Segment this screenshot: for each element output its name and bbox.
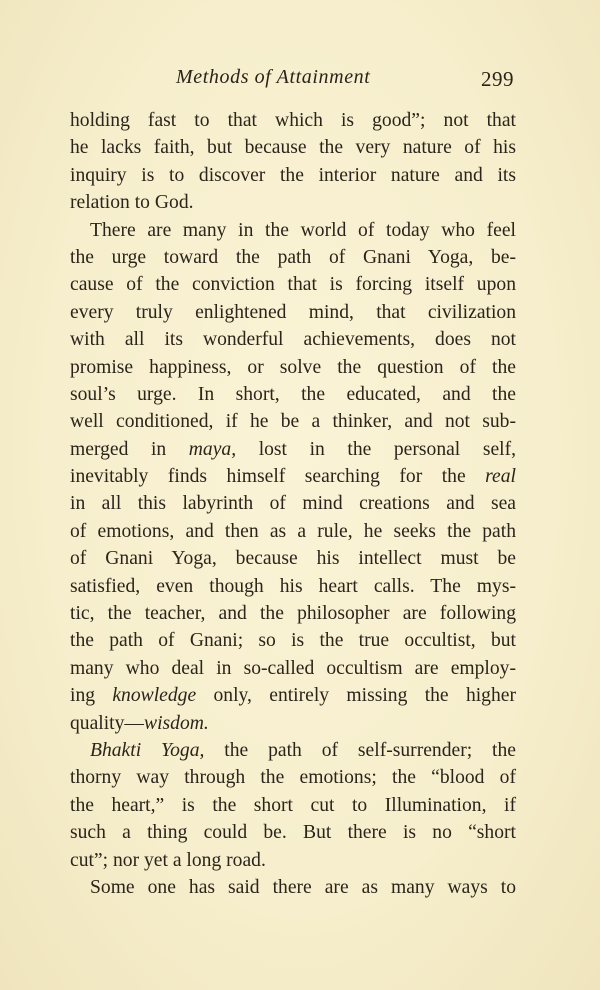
text-line [70, 682, 516, 709]
text-line [70, 408, 516, 435]
text-run: the path of Gnani; so is the true occultist, but [70, 630, 516, 652]
text-run: only, entirely missing the higher [196, 685, 517, 707]
text-run: satisfied, even though his heart calls. The mys- [70, 575, 516, 597]
body-text [70, 107, 516, 901]
text-run: promise happiness, or solve the question of the [70, 356, 516, 378]
text-run: in all this labyrinth of mind creations and sea [70, 493, 516, 515]
page-number: 299 [481, 67, 514, 91]
text-line [70, 271, 516, 298]
running-title: Methods of Attainment [176, 66, 371, 88]
text-line [70, 107, 516, 134]
text-run: well conditioned, if he be a thinker, and not sub- [70, 411, 516, 433]
text-line [70, 819, 516, 846]
text-run: of Gnani Yoga, because his intellect must be [70, 548, 516, 570]
text-line [70, 573, 516, 600]
text-run: lost in the personal self, [236, 438, 517, 460]
text-run: There are many in the world of today who feel [90, 219, 516, 241]
text-line [70, 545, 516, 572]
paragraph [70, 217, 516, 737]
text-run: ing [70, 685, 113, 707]
text-run: cause of the conviction that is forcing itself upon [70, 274, 516, 296]
paragraph [70, 874, 516, 901]
text-run: inevitably finds himself searching for the [70, 466, 486, 488]
text-run: tic, the teacher, and the philosopher are following [70, 603, 516, 625]
text-run: thorny way through the emotions; the “blood of [70, 767, 516, 789]
text-line [70, 655, 516, 682]
italic-text: wisdom. [144, 712, 209, 734]
text-line [70, 847, 516, 874]
text-line [70, 792, 516, 819]
text-line [70, 217, 516, 244]
text-run: inquiry is to discover the interior nature and its [70, 164, 516, 186]
text-run: quality— [70, 712, 145, 734]
running-header [176, 64, 520, 94]
text-line [70, 518, 516, 545]
text-line [70, 490, 516, 517]
text-line [70, 326, 516, 353]
text-line [70, 463, 516, 490]
text-run: the heart,” is the short cut to Illumination, if [70, 794, 516, 816]
text-run: cut”; nor yet a long road. [70, 849, 266, 871]
paragraph [70, 107, 516, 217]
text-line [70, 737, 516, 764]
text-run: with all its wonderful achievements, does not [70, 329, 516, 351]
italic-text: knowledge [112, 685, 197, 707]
text-run: relation to God. [70, 192, 194, 214]
text-line [70, 134, 516, 161]
text-run: Some one has said there are as many ways to [90, 876, 516, 898]
text-run: every truly enlightened mind, that civilization [70, 301, 516, 323]
text-line [70, 710, 516, 737]
text-line [70, 299, 516, 326]
text-run: many who deal in so-called occultism are employ- [70, 657, 516, 679]
paragraph [70, 737, 516, 874]
text-line [70, 354, 516, 381]
text-line [70, 436, 516, 463]
text-run: the path of self-surrender; the [204, 739, 516, 761]
text-run: he lacks faith, but because the very nature of his [70, 137, 516, 159]
text-run: merged in [70, 438, 189, 460]
text-run: such a thing could be. But there is no “short [70, 822, 516, 844]
text-line [70, 162, 516, 189]
text-line [70, 600, 516, 627]
text-line [70, 627, 516, 654]
text-line [70, 189, 516, 216]
text-line [70, 874, 516, 901]
text-run: of emotions, and then as a rule, he seeks the path [70, 520, 516, 542]
italic-text: real [485, 466, 516, 488]
text-line [70, 381, 516, 408]
text-run: soul’s urge. In short, the educated, and the [70, 383, 516, 405]
text-run: holding fast to that which is good”; not that [70, 110, 516, 131]
text-run: the urge toward the path of Gnani Yoga, be- [70, 246, 516, 268]
text-line [70, 764, 516, 791]
italic-text: Bhakti Yoga, [90, 739, 205, 761]
italic-text: maya, [188, 438, 237, 460]
text-line [70, 244, 516, 271]
